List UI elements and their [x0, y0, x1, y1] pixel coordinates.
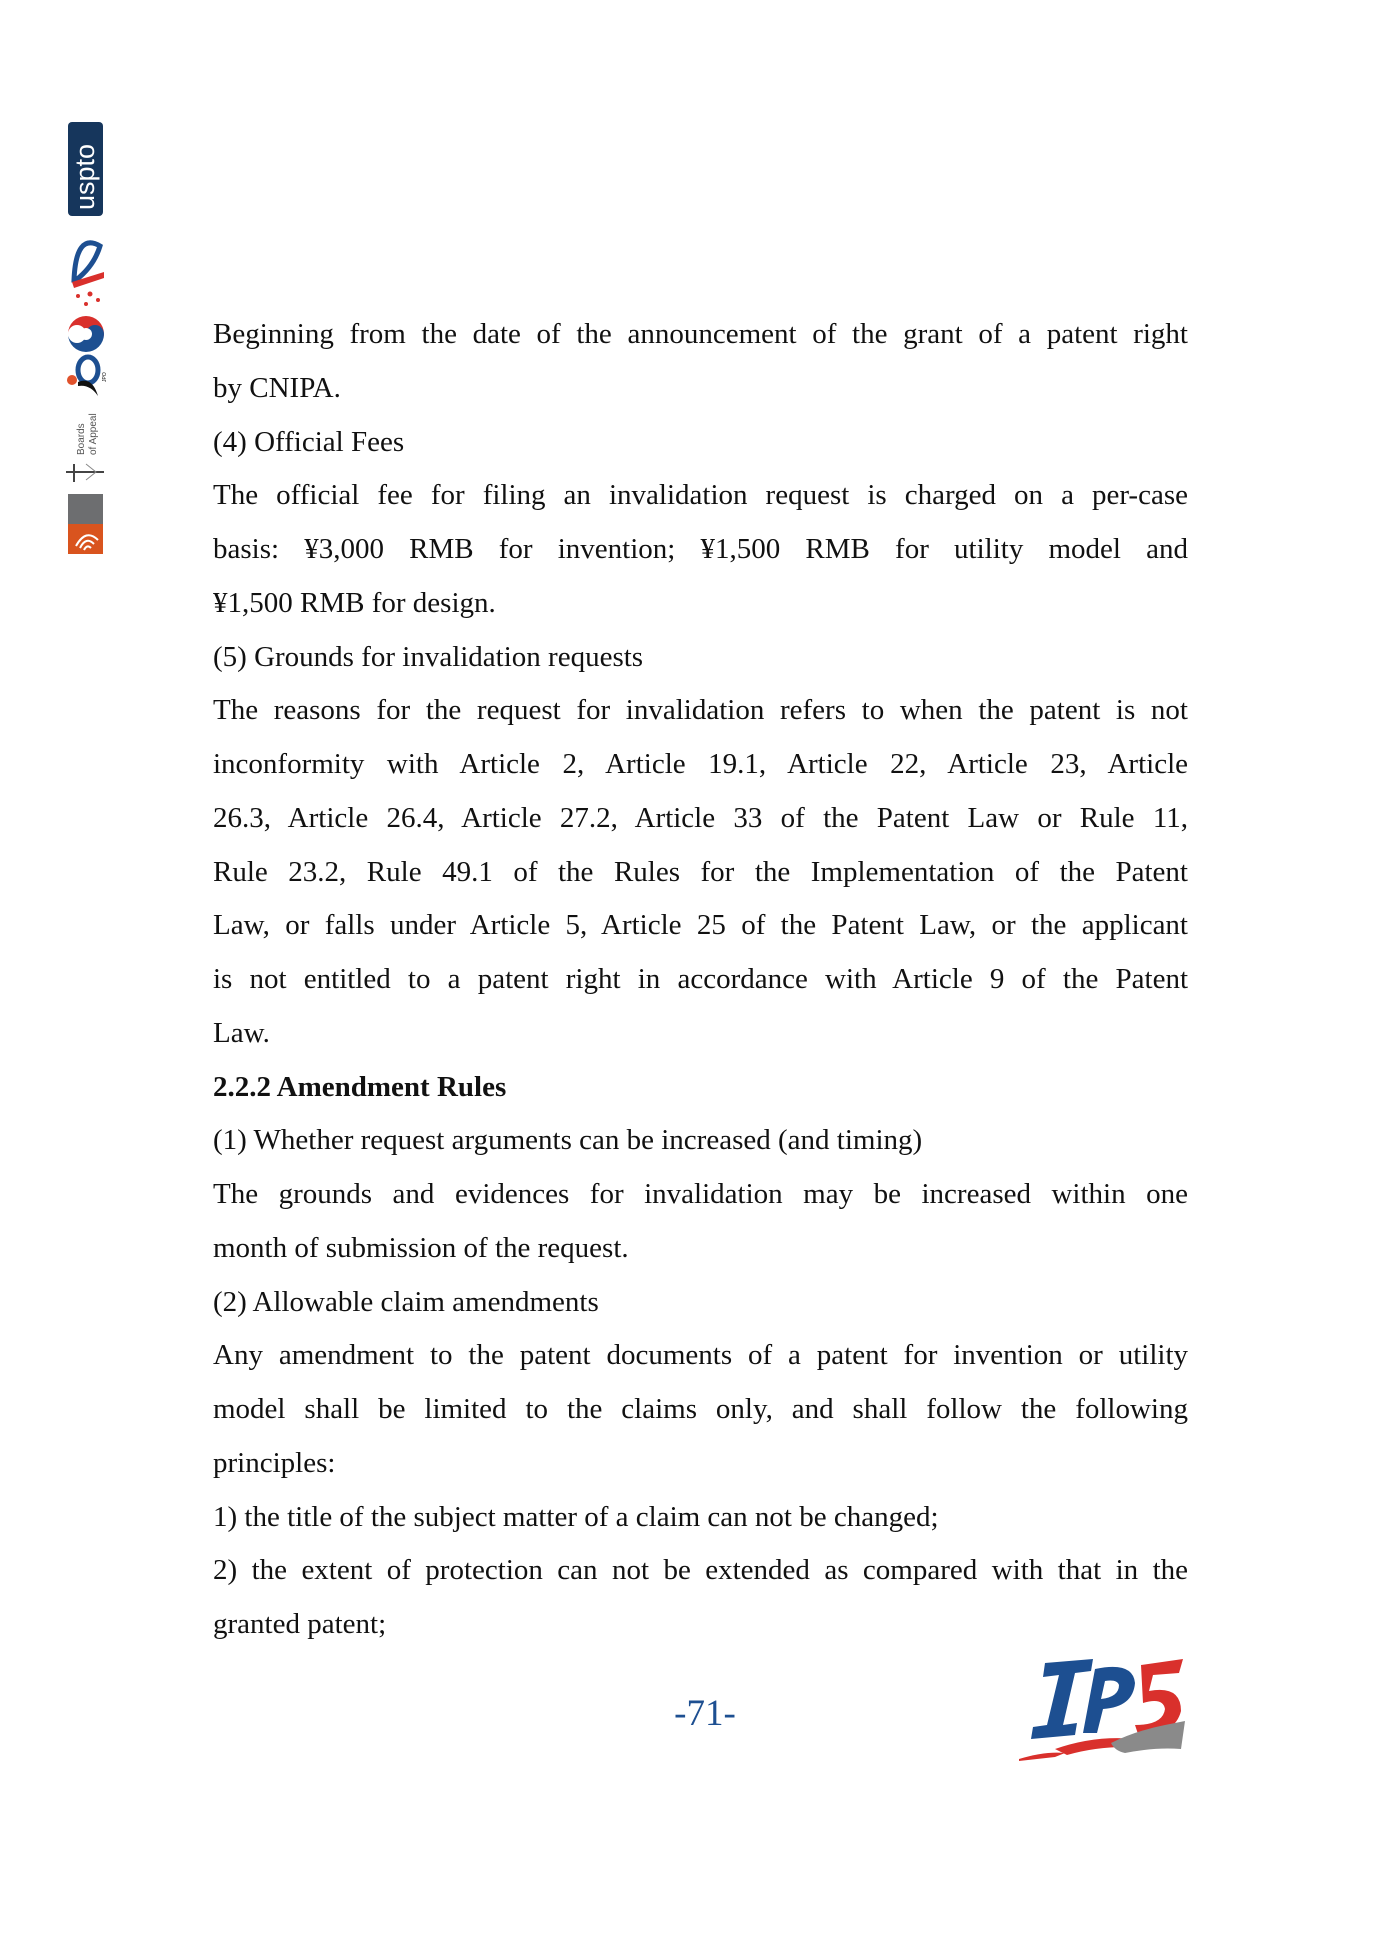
text-line: inconformity with Article 2, Article 19.1, Article 22, Article 23, Article [213, 748, 1188, 780]
text-line: 2.2.2 Amendment Rules [213, 1070, 507, 1103]
text-line: Law. [213, 1016, 270, 1049]
text-line: 2) the extent of protection can not be extended as compared with that in the [213, 1554, 1188, 1587]
epo-logo [68, 494, 103, 554]
text-line: The official fee for filing an invalidation request is charged on a per-case [213, 479, 1188, 512]
text-line: principles: [213, 1446, 336, 1479]
paragraph [213, 1276, 1188, 1330]
paragraph [213, 308, 1188, 416]
text-line: month of submission of the request. [213, 1231, 629, 1264]
text-line: 1) the title of the subject matter of a claim can not be changed; [213, 1500, 939, 1533]
text-line: granted patent; [213, 1608, 387, 1640]
ip5-logo-graphic [1015, 1655, 1190, 1765]
ip5-logo [1015, 1655, 1190, 1770]
ip5-offices-logo-strip [64, 120, 110, 565]
text-line: (4) Official Fees [213, 425, 405, 458]
text-line: Law, or falls under Article 5, Article 25 of the Patent Law, or the applicant [213, 909, 1188, 942]
page-number: -71- [674, 1693, 736, 1734]
text-line: (2) Allowable claim amendments [213, 1285, 599, 1318]
text-line: 26.3, Article 26.4, Article 27.2, Article 33 of the Patent Law or Rule 11, [213, 801, 1188, 834]
text-line: Rule 23.2, Rule 49.1 of the Rules for the Implementation of the Patent [213, 855, 1188, 888]
paragraph [213, 1114, 1188, 1168]
text-line: Any amendment to the patent documents of a patent for invention or utility [213, 1339, 1188, 1372]
text-line: by CNIPA. [213, 371, 341, 404]
text-line: basis: ¥3,000 RMB for invention; ¥1,500 RMB for utility model and [213, 533, 1188, 565]
paragraph [213, 1168, 1188, 1276]
svg-text:Boards: Boards [76, 423, 87, 455]
paragraph [213, 469, 1188, 630]
office-logos [64, 120, 110, 560]
svg-text:uspto: uspto [70, 143, 100, 210]
svg-text:JPO: JPO [102, 372, 108, 382]
text-line: model shall be limited to the claims only, and shall follow the following [213, 1393, 1188, 1425]
section-heading [213, 1061, 1188, 1115]
jpo-logo [67, 357, 108, 396]
boards-of-appeal-logo [66, 413, 104, 482]
uspto-logo [68, 122, 103, 216]
paragraph [213, 1491, 1188, 1545]
paragraph [213, 684, 1188, 1060]
cnipa-logo [72, 243, 104, 306]
document-body [213, 308, 1188, 1652]
text-line: The grounds and evidences for invalidation may be increased within one [213, 1178, 1188, 1210]
text-line: ¥1,500 RMB for design. [213, 586, 496, 619]
text-line: (5) Grounds for invalidation requests [213, 640, 644, 673]
text-line: The reasons for the request for invalidation refers to when the patent is not [213, 694, 1188, 727]
paragraph [213, 1329, 1188, 1490]
kipo-logo [68, 316, 104, 352]
text-line: (1) Whether request arguments can be increased (and timing) [213, 1124, 923, 1157]
paragraph [213, 631, 1188, 685]
text-line: is not entitled to a patent right in accordance with Article 9 of the Patent [213, 963, 1188, 995]
text-line: Beginning from the date of the announcement of the grant of a patent right [213, 318, 1188, 350]
svg-text:of Appeal: of Appeal [88, 413, 99, 455]
paragraph [213, 1544, 1188, 1652]
paragraph [213, 416, 1188, 470]
